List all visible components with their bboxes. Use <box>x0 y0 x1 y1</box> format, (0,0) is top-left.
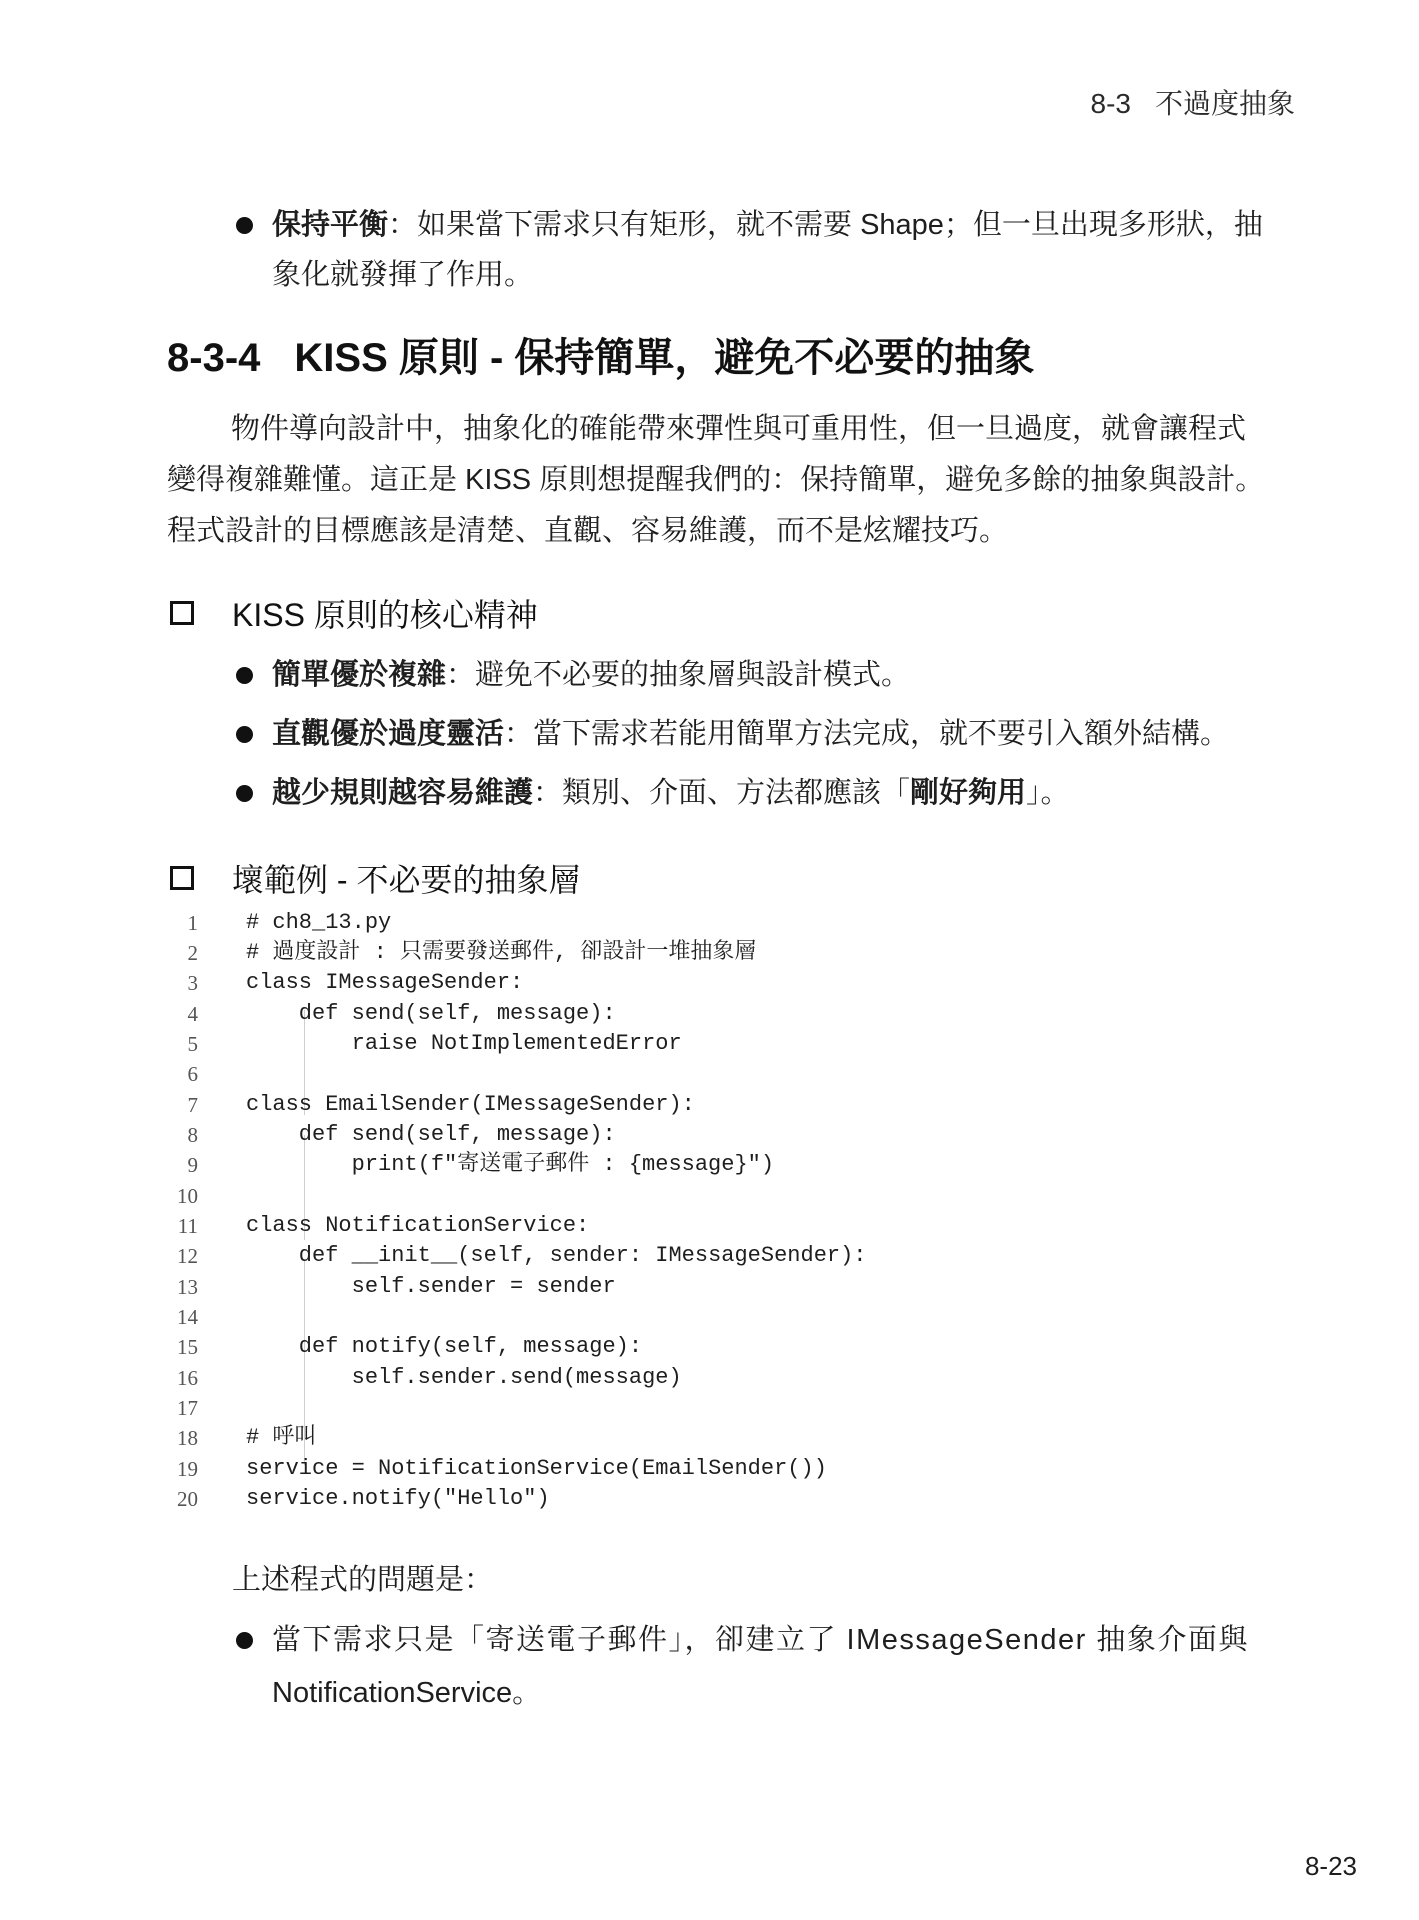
line-number: 4 <box>187 1002 198 1026</box>
line-number: 14 <box>177 1305 198 1329</box>
code-text: self.sender.send(message) <box>246 1365 682 1390</box>
code-text: class NotificationService: <box>246 1213 590 1238</box>
core-item-bold: 直觀優於過度靈活 <box>272 718 505 750</box>
core-item <box>272 650 910 700</box>
line-number: 17 <box>177 1396 198 1420</box>
paragraph-line: 程式設計的目標應該是清楚、直觀、容易維護，而不是炫耀技巧。 <box>167 515 1009 547</box>
intro-bullet-line1 <box>272 200 1263 250</box>
line-number: 3 <box>187 971 198 995</box>
core-item-text: ：避免不必要的抽象層與設計模式。 <box>446 659 911 691</box>
line-number: 18 <box>177 1426 198 1450</box>
problem-line1: 當下需求只是「寄送電子郵件」，卻建立了 IMessageSender 抽象介面與 <box>272 1624 1249 1656</box>
problem-line2: NotificationService。 <box>272 1677 542 1709</box>
line-number: 12 <box>177 1244 198 1268</box>
code-text: def send(self, message): <box>246 1001 616 1026</box>
line-number: 11 <box>177 1214 198 1238</box>
header-section-number: 8-3 <box>1090 88 1131 119</box>
line-number: 10 <box>177 1184 198 1208</box>
bullet-dot <box>236 217 253 234</box>
line-number: 2 <box>187 941 198 965</box>
core-item-text: ：類別、介面、方法都應該「 <box>533 777 911 809</box>
intro-bullet-text: ：如果當下需求只有矩形，就不需要 Shape；但一旦出現多形狀，抽 <box>388 209 1263 241</box>
line-number: 19 <box>177 1457 198 1481</box>
core-heading: KISS 原則的核心精神 <box>232 597 538 633</box>
line-number: 20 <box>177 1487 198 1511</box>
core-item-bold: 簡單優於複雜 <box>272 659 447 691</box>
line-number: 15 <box>177 1335 198 1359</box>
code-text: def send(self, message): <box>246 1122 616 1147</box>
checkbox-icon <box>170 866 194 890</box>
core-item-emphasis: 剛好夠用 <box>910 777 1027 809</box>
bullet-dot <box>236 667 253 684</box>
line-number: 9 <box>187 1153 198 1177</box>
intro-bullet-bold: 保持平衡 <box>272 209 389 241</box>
paragraph-line: 物件導向設計中，抽象化的確能帶來彈性與可重用性，但一旦過度，就會讓程式 <box>231 413 1247 445</box>
code-text: service.notify("Hello") <box>246 1486 550 1511</box>
line-number: 5 <box>187 1032 198 1056</box>
section-number: 8-3-4 <box>167 336 261 380</box>
core-item <box>272 709 1229 759</box>
core-item <box>272 768 1070 818</box>
code-text: self.sender = sender <box>246 1274 616 1299</box>
line-number: 16 <box>177 1366 198 1390</box>
line-number: 7 <box>187 1093 198 1117</box>
header-section-title: 不過度抽象 <box>1154 88 1295 119</box>
bad-example-heading: 壞範例 - 不必要的抽象層 <box>232 862 581 898</box>
code-text: # ch8_13.py <box>246 910 392 935</box>
code-text: raise NotImplementedError <box>246 1031 682 1056</box>
page-number: 8-23 <box>1304 1851 1357 1881</box>
problem-lead: 上述程式的問題是： <box>232 1564 494 1596</box>
section-heading <box>167 326 1034 383</box>
core-item-text: ：當下需求若能用簡單方法完成，就不要引入額外結構。 <box>504 718 1230 750</box>
bullet-dot <box>236 726 253 743</box>
checkbox-icon <box>170 601 194 625</box>
line-number: 1 <box>187 911 198 935</box>
running-header <box>1091 82 1295 122</box>
code-text: service = NotificationService(EmailSender()) <box>246 1456 827 1481</box>
line-number: 13 <box>177 1275 198 1299</box>
intro-bullet-line2: 象化就發揮了作用。 <box>272 259 534 291</box>
code-text: class EmailSender(IMessageSender): <box>246 1092 695 1117</box>
line-number: 8 <box>187 1123 198 1147</box>
code-text: # 呼叫 <box>246 1425 317 1450</box>
core-item-text-end: 」。 <box>1026 777 1070 809</box>
code-text: class IMessageSender: <box>246 970 524 995</box>
intro-paragraph <box>167 404 1297 557</box>
code-text: # 過度設計 : 只需要發送郵件, 卻設計一堆抽象層 <box>246 940 757 965</box>
line-number: 6 <box>187 1062 198 1086</box>
code-text: def __init__(self, sender: IMessageSender): <box>246 1243 867 1268</box>
paragraph-line: 變得複雜難懂。這正是 KISS 原則想提醒我們的：保持簡單，避免多餘的抽象與設計。 <box>167 464 1265 496</box>
bullet-dot <box>236 785 253 802</box>
code-text: print(f"寄送電子郵件 : {message}") <box>246 1152 775 1177</box>
section-title: KISS 原則 - 保持簡單，避免不必要的抽象 <box>294 336 1035 380</box>
core-item-bold: 越少規則越容易維護 <box>272 777 534 809</box>
code-text: def notify(self, message): <box>246 1334 643 1359</box>
bullet-dot <box>236 1632 253 1649</box>
